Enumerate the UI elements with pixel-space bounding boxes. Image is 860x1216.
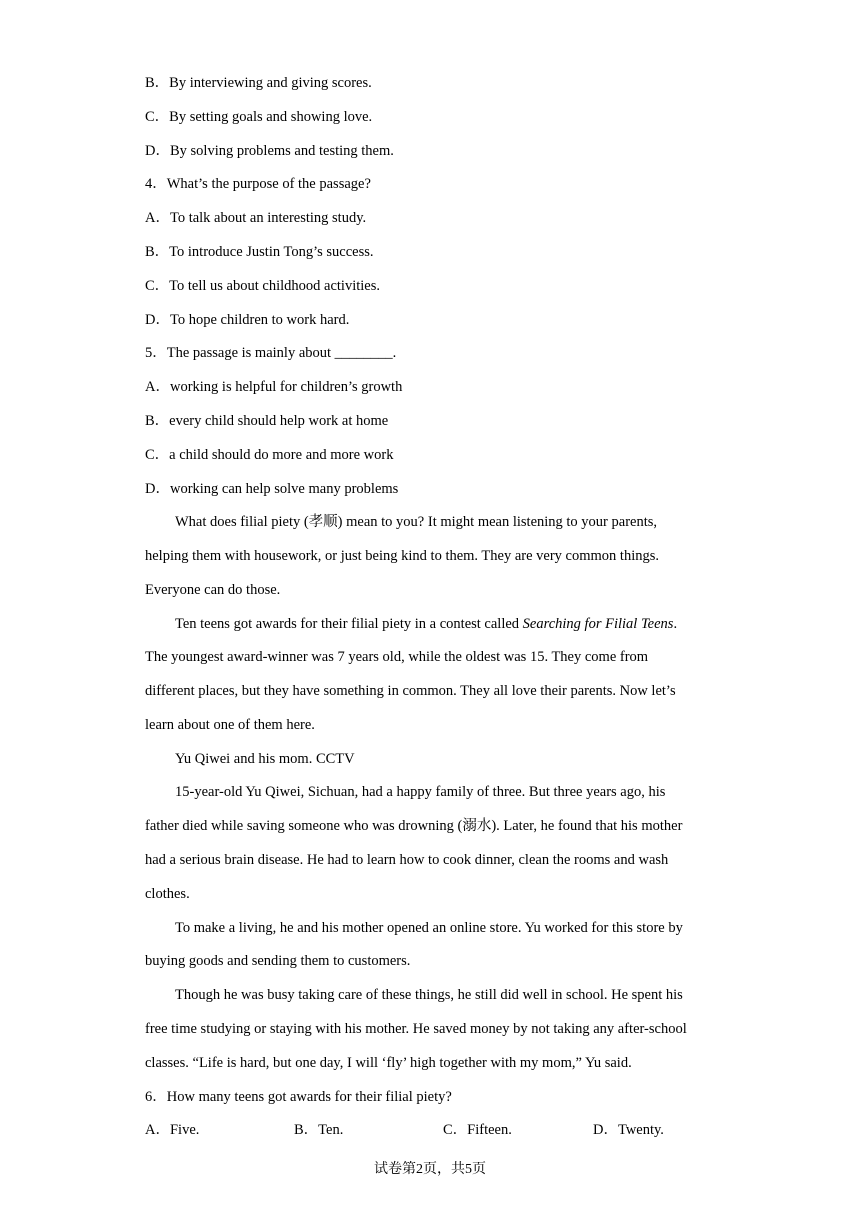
passage-p5-line3: classes. “Life is hard, but one day, I will ‘fly’ high together with my mom,” Yu said. <box>145 1055 632 1071</box>
passage-p5-line2: free time studying or staying with his mother. He saved money by not taking any after-school <box>145 1021 687 1037</box>
contest-title: Searching for Filial Teens <box>522 616 674 632</box>
page-footer: 试卷第2页，共5页 <box>374 1162 486 1177</box>
q4-option-a: A．To talk about an interesting study. <box>145 210 367 226</box>
passage-p2-prefix: Ten teens got awards for their filial piety in a contest called <box>175 616 523 632</box>
q6-option-b: B．Ten. <box>294 1122 344 1138</box>
q3-option-b: B．By interviewing and giving scores. <box>145 75 372 91</box>
passage-p1-line2: helping them with housework, or just being kind to them. They are very common things. <box>145 548 659 564</box>
q5-option-d: D．working can help solve many problems <box>145 481 399 497</box>
q5-option-c: C．a child should do more and more work <box>145 447 394 463</box>
passage-p3-line3: had a serious brain disease. He had to learn how to cook dinner, clean the rooms and wash <box>145 852 669 868</box>
passage-p2-suffix: . <box>673 616 678 632</box>
q5-option-b: B．every child should help work at home <box>145 413 389 429</box>
passage-p3-line4: clothes. <box>145 886 190 902</box>
passage-p5-line1: Though he was busy taking care of these things, he still did well in school. He spent his <box>175 987 683 1003</box>
passage-p1-line1: What does filial piety (孝顺) mean to you? It might mean listening to your parents, <box>175 514 658 530</box>
passage-p3-line1: 15-year-old Yu Qiwei, Sichuan, had a happy family of three. But three years ago, his <box>175 784 666 800</box>
passage-p4-line1: To make a living, he and his mother opened an online store. Yu worked for this store by <box>175 920 683 936</box>
q3-option-d: D．By solving problems and testing them. <box>145 143 394 159</box>
q5-question: 5．The passage is mainly about ________. <box>145 345 397 361</box>
passage-p2-line1 <box>175 614 677 634</box>
q5-option-a: A．working is helpful for children’s growth <box>145 379 403 395</box>
passage-p2-line3: different places, but they have something in common. They all love their parents. Now let’s <box>145 683 676 699</box>
q6-option-d: D．Twenty. <box>593 1122 664 1138</box>
q4-question: 4．What’s the purpose of the passage? <box>145 176 371 192</box>
q6-options <box>145 1120 745 1140</box>
q4-option-c: C．To tell us about childhood activities. <box>145 278 380 294</box>
passage-p2-line2: The youngest award-winner was 7 years old, while the oldest was 15. They come from <box>145 649 649 665</box>
q4-option-d: D．To hope children to work hard. <box>145 312 350 328</box>
q6-option-c: C．Fifteen. <box>443 1122 512 1138</box>
passage-p3-line2: father died while saving someone who was drowning (溺水). Later, he found that his mother <box>145 818 683 834</box>
q6-option-a: A．Five. <box>145 1122 200 1138</box>
passage-p1-line3: Everyone can do those. <box>145 582 281 598</box>
image-caption: Yu Qiwei and his mom. CCTV <box>175 751 355 767</box>
q4-option-b: B．To introduce Justin Tong’s success. <box>145 244 374 260</box>
q3-option-c: C．By setting goals and showing love. <box>145 109 373 125</box>
passage-p2-line4: learn about one of them here. <box>145 717 315 733</box>
passage-p4-line2: buying goods and sending them to customers. <box>145 953 411 969</box>
q6-question: 6．How many teens got awards for their filial piety? <box>145 1089 452 1105</box>
